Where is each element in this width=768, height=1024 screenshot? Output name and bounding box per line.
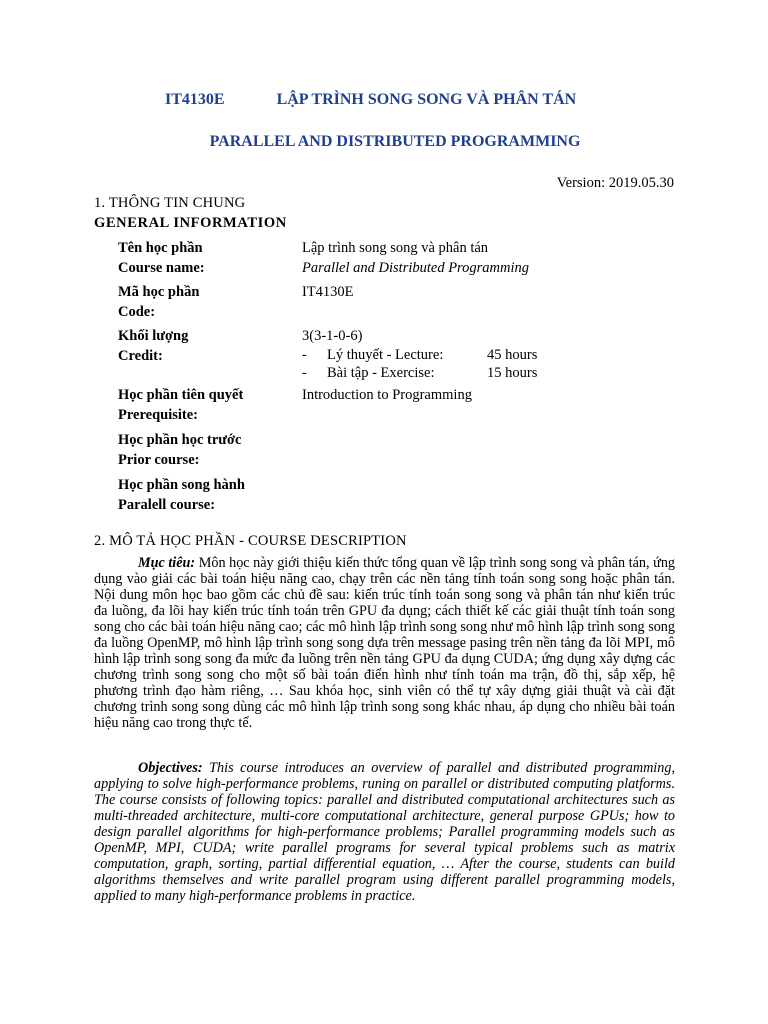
label-en: Credit: [118,348,163,364]
label-en: Course name: [118,260,205,276]
general-info-table [118,238,678,515]
label-vi: Tên học phần [118,240,203,256]
section1-heading-vi: 1. THÔNG TIN CHUNG [94,195,246,211]
description-vi [94,555,675,731]
label-vi: Mã học phần [118,284,200,300]
label-vi: Học phần tiên quyết [118,387,244,403]
objective-lead-vi: Mục tiêu: [138,555,196,571]
info-row-parallel-course [118,475,678,515]
value: 3(3-1-0-6) [302,328,363,344]
value-vi: Lập trình song song và phân tán [302,240,489,256]
label-en: Paralell course: [118,497,216,513]
section2-heading: 2. MÔ TẢ HỌC PHẦN - COURSE DESCRIPTION [94,533,407,549]
value-en: Parallel and Distributed Programming [302,260,530,276]
info-row-course-name [118,238,678,278]
info-row-code [118,282,678,322]
course-code: IT4130E [165,91,225,108]
label-vi: Học phần học trước [118,432,242,448]
description-en [94,760,675,904]
info-row-credit [118,326,678,382]
credit-item-lecture: - Lý thuyết - Lecture: 45 hours [302,347,538,363]
course-title-vi [165,91,576,109]
info-row-prior-course [118,430,678,470]
objective-lead-en: Objectives: [138,760,203,776]
label-en: Prior course: [118,452,200,468]
credit-item-exercise: - Bài tập - Exercise: 15 hours [302,365,538,381]
value: IT4130E [302,284,354,300]
version-label: Version: 2019.05.30 [556,175,674,191]
objective-text-vi: Môn học này giới thiệu kiến thức tổng quan về lập trình song song và phân tán, ứng dụng vào giải các bài toán hiệu năng cao, chạy trên các nền tảng tính toán song song hoặc phân tán. Nội dung môn học bao gồm các chủ đề sau: kiến trúc tính toán song song và phân tán như kiến trúc đa luồng, đa lõi hay kiến trúc tính toán trên GPU đa dụng; cách thiết kế các giải thuật tính toán song song cho các bài toán hiệu năng cao; các mô hình lập trình song song như mô hình lập trình song song đa luồng OpenMP, mô hình lập trình song song dựa trên message pasing trên nền tảng đa lõi MPI, mô hình lập trình song song đa mức đa luồng trên nền tảng GPU đa dụng CUDA; ứng dụng xây dựng các chương trình song song cho một số bài toán điển hình như tính toán ma trận, đồ thị, sắp xếp, hệ phương trình đạo hàm riêng, … Sau khóa học, sinh viên có thể tự xây dựng giải thuật và cài đặt chương trình song song dùng các mô hình lập trình song song khác nhau, áp dụng cho nhiều bài toán hiệu năng cao trong thực tế. [94,555,676,731]
label-en: Code: [118,304,156,320]
label-en: Prerequisite: [118,407,198,423]
course-title-en: PARALLEL AND DISTRIBUTED PROGRAMMING [209,133,581,150]
label-vi: Khối lượng [118,328,189,344]
value: Introduction to Programming [302,387,472,403]
section1-heading-en: GENERAL INFORMATION [94,215,287,231]
course-name-vi: LẬP TRÌNH SONG SONG VÀ PHÂN TÁN [276,91,577,108]
label-vi: Học phần song hành [118,477,245,493]
objective-text-en: This course introduces an overview of parallel and distributed programming, applying to solve high-performance problems, runing on parallel or distributed computing platforms. The course consists of following topics: parallel and distributed computational architectures such as multi-threaded architecture, multi-core computational architecture, general purpose GPUs; how to design parallel algorithms for high-performance problems; Parallel programming models such as OpenMP, MPI, CUDA; write parallel programs for several typical problems such as matrix computation, graph, sorting, partial differential equation, … After the course, students can build algorithms themselves and write parallel program using different parallel programming models, applied to many high-performance problems in practice. [94,760,675,904]
info-row-prerequisite [118,385,678,425]
